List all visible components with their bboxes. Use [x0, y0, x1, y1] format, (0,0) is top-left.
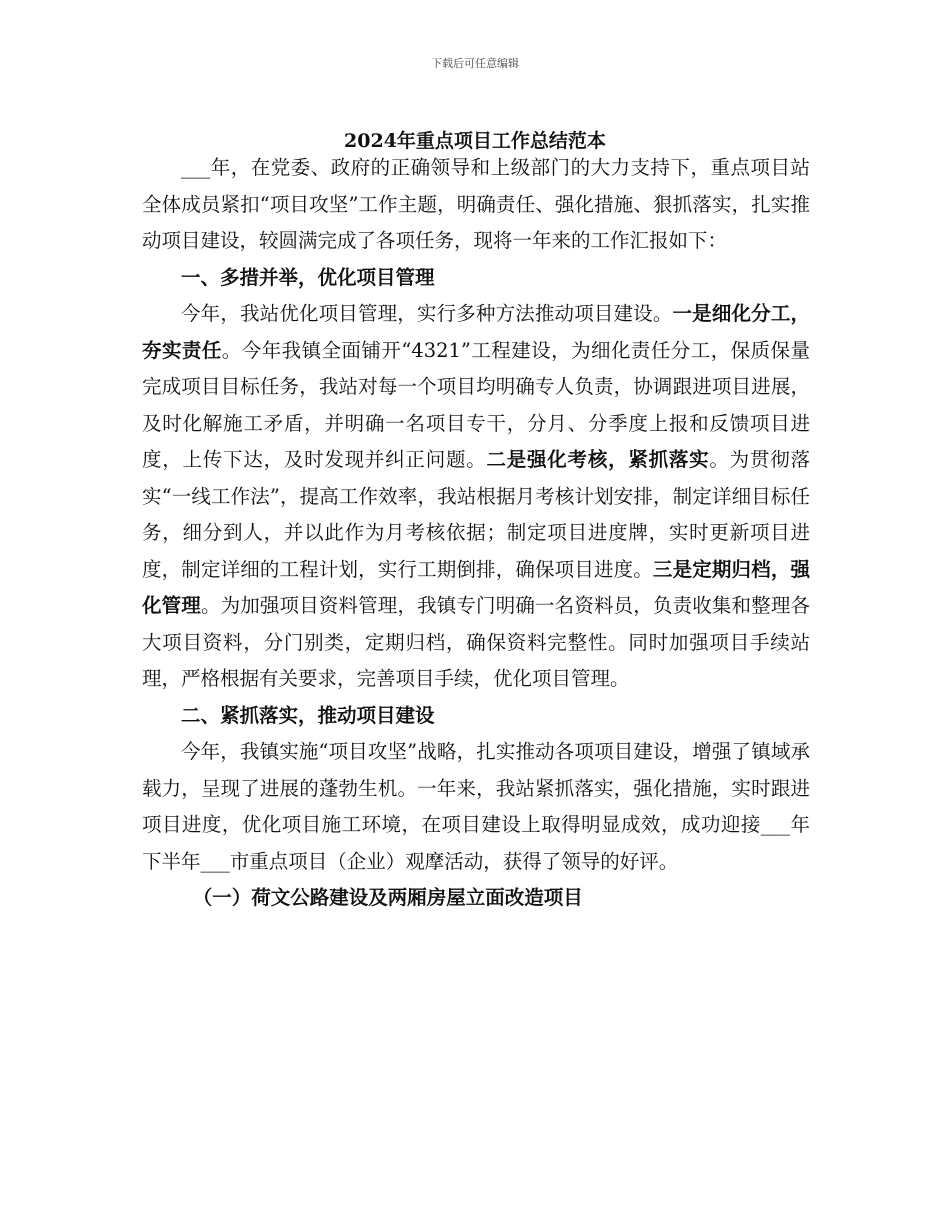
section1-point3-title: 三是定期归档，强化管理: [142, 557, 810, 617]
section1-point3-text: 。为加强项目资料管理，我镇专门明确一名资料员，负责收集和整理各大项目资料，分门别类，定期归档，确保资料完整性。同时加强项目手续站理，严格根据有关要求，完善项目手续，优化项目管理。: [142, 594, 810, 690]
section1-point1-text: 。今年我镇全面铺开“4321”工程建设，为细化责任分工，保质保量完成项目目标任务，我站对每一个项目均明确专人负责，协调跟进项目进展，及时化解施工矛盾，并明确一名项目专干，分月、分季度上报和反馈项目进度，上传下达，及时发现并纠正问题。: [142, 338, 810, 471]
intro-paragraph: ___年，在党委、政府的正确领导和上级部门的大力支持下，重点项目站全体成员紧扣“项目攻坚”工作主题，明确责任、强化措施、狠抓落实，扎实推动项目建设，较圆满完成了各项任务，现将一年来的工作汇报如下：: [142, 156, 810, 252]
section2-sub1-heading: （一）荷文公路建设及两厢房屋立面改造项目: [192, 886, 583, 909]
header-note: 下载后可任意编辑: [431, 57, 519, 70]
document-body: [142, 150, 810, 917]
section1-point2-title: 二是强化考核，紧抓落实: [486, 448, 710, 471]
section1-point2-text: 。为贯彻落实“一线工作法”，提高工作效率，我站根据月考核计划安排，制定详细目标任务，细分到人，并以此作为月考核依据；制定项目进度牌，实时更新项目进度，制定详细的工程计划，实行工期倒排，确保项目进度。: [142, 448, 810, 581]
document-title: 2024年重点项目工作总结范本: [344, 130, 606, 152]
section2-heading: 二、紧抓落实，推动项目建设: [181, 703, 435, 727]
section1-lead: 今年，我站优化项目管理，实行多种方法推动项目建设。: [181, 302, 673, 325]
section1-paragraph: [142, 296, 810, 698]
section2-paragraph: 今年，我镇实施“项目攻坚”战略，扎实推动各项项目建设，增强了镇域承载力，呈现了进展的蓬勃生机。一年来，我站紧抓落实，强化措施，实时跟进项目进度，优化项目施工环境，在项目建设上取得明显成效，成功迎接___年下半年___市重点项目（企业）观摩活动，获得了领导的好评。: [142, 740, 810, 873]
section1-heading: 一、多措并举，优化项目管理: [181, 265, 435, 289]
section1-point1-title: 一是细化分工，夯实责任: [142, 302, 810, 362]
